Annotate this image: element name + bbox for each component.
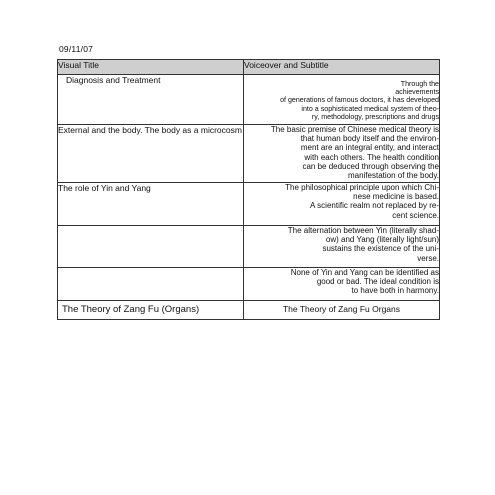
document-date: 09/11/07 <box>59 44 94 54</box>
voiceover-line: ment are an integral entity, and interact <box>300 143 439 153</box>
voiceover-line: Through the <box>400 80 439 88</box>
voiceover-line: verse. <box>417 253 439 263</box>
voiceover-line: good or bad. The ideal condition is <box>316 277 439 287</box>
table-row <box>58 268 440 301</box>
voiceover-line: sustains the existence of the uni- <box>322 244 439 254</box>
voiceover-line: can be deduced through observing the <box>302 161 439 171</box>
voiceover-line: nese medicine is based. <box>353 192 439 202</box>
voiceover-line: into a sophisticated medical system of theo- <box>301 104 439 113</box>
visual-title-cell: Diagnosis and Treatment <box>58 75 244 125</box>
voiceover-line: The basic premise of Chinese medical theory is <box>270 125 439 134</box>
voiceover-line: manifestation of the body. <box>347 171 439 181</box>
table-header-row <box>58 60 440 75</box>
voiceover-cell <box>244 75 440 125</box>
visual-title-header: Visual Title <box>58 60 244 75</box>
voiceover-line: ry, methodology, prescriptions and drugs <box>311 112 439 121</box>
voiceover-cell <box>244 301 440 320</box>
voiceover-cell <box>244 183 440 226</box>
voiceover-line: with each others. The health condition <box>304 152 439 162</box>
table-row <box>58 75 440 125</box>
voiceover-line: A scientific realm not replaced by re- <box>310 201 439 211</box>
voiceover-line: The philosophical principle upon which Chi- <box>285 183 439 192</box>
voiceover-line: The alternation between Yin (literally shad- <box>287 226 439 235</box>
visual-title-cell <box>58 226 244 268</box>
visual-title-cell: External and the body. The body as a microcosm <box>58 125 244 183</box>
voiceover-line: The Theory of Zang Fu Organs <box>282 304 400 315</box>
voiceover-cell <box>244 125 440 183</box>
voiceover-cell <box>244 226 440 268</box>
voiceover-line: ow) and Yang (literally light/sun) <box>325 235 439 245</box>
voiceover-cell <box>244 268 440 301</box>
table-row <box>58 125 440 183</box>
voiceover-line: of generations of famous doctors, it has developed <box>280 96 439 105</box>
voiceover-line: cent science. <box>392 210 439 220</box>
voiceover-line: None of Yin and Yang can be identified as <box>290 268 439 277</box>
voiceover-line: that human body itself and the environ- <box>300 134 439 144</box>
table-row <box>58 301 440 320</box>
table-row <box>58 183 440 226</box>
voiceover-header: Voiceover and Subtitle <box>244 60 440 75</box>
table-row <box>58 226 440 268</box>
script-table <box>57 59 440 320</box>
voiceover-line: achievements <box>395 88 439 97</box>
voiceover-line: to have both in harmony. <box>351 286 439 296</box>
visual-title-cell <box>58 268 244 301</box>
visual-title-cell: The role of Yin and Yang <box>58 183 244 226</box>
visual-title-cell: The Theory of Zang Fu (Organs) <box>58 301 244 320</box>
